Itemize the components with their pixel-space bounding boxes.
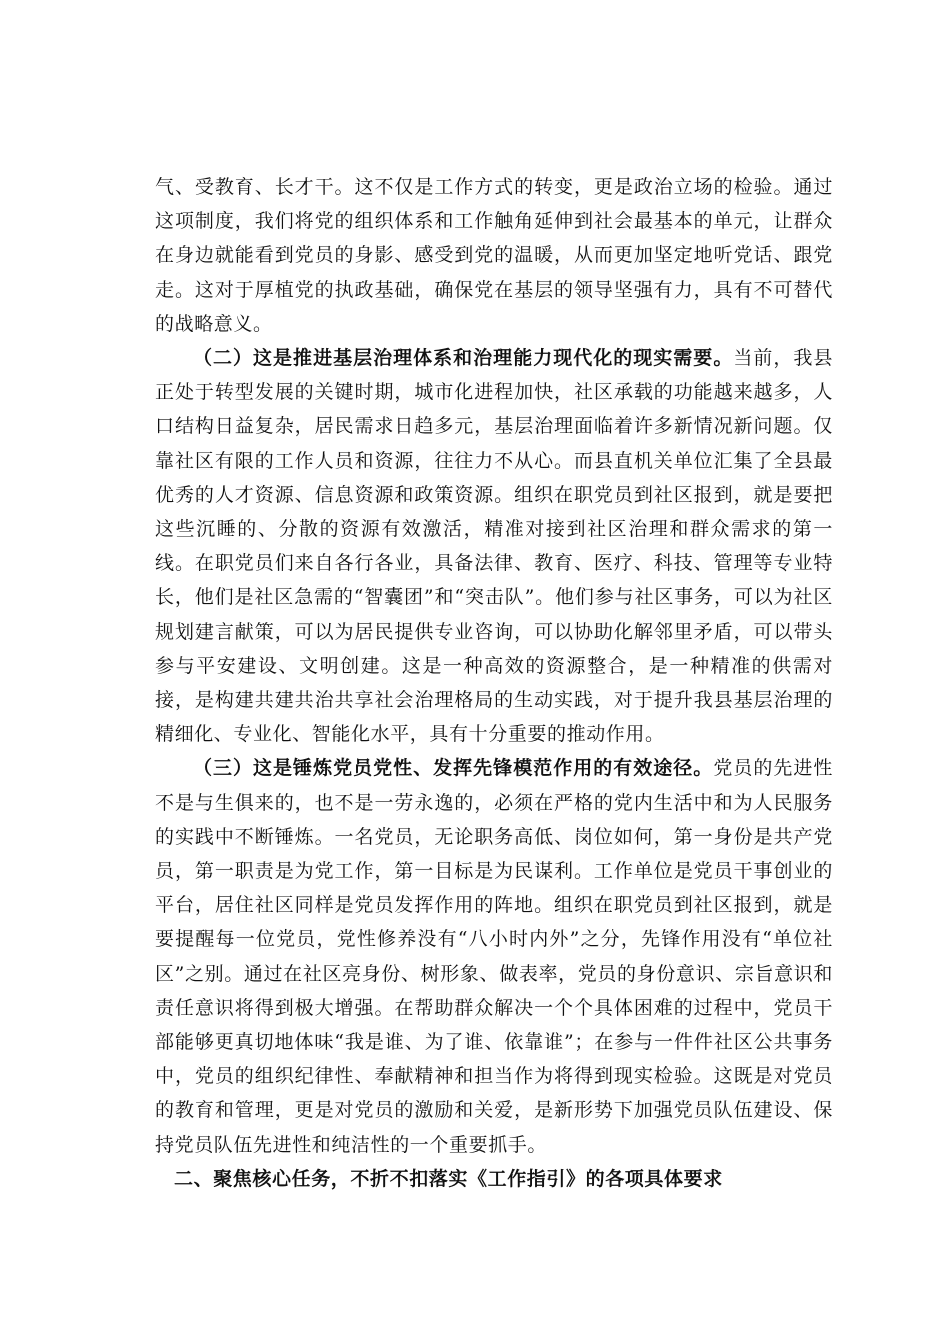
paragraph-section-2 [155, 341, 833, 751]
document-body [155, 170, 833, 1196]
section-2-lead: （二）这是推进基层治理体系和治理能力现代化的现实需要。 [193, 347, 734, 370]
section-3-lead: （三）这是锤炼党员党性、发挥先锋模范作用的有效途径。 [193, 757, 714, 780]
section-3-body: 党员的先进性不是与生俱来的，也不是一劳永逸的，必须在严格的党内生活中和为人民服务的实践中不断锤炼。一名党员，无论职务高低、岗位如何，第一身份是共产党员，第一职责是为党工作，第一目标是为民谋利。工作单位是党员干事创业的平台，居住社区同样是党员发挥作用的阵地。组织在职党员到社区报到，就是要提醒每一位党员，党性修养没有“八小时内外”之分，先锋作用没有“单位社区”之别。通过在社区亮身份、树形象、做表率，党员的身份意识、宗旨意识和责任意识将得到极大增强。在帮助群众解决一个个具体困难的过程中，党员干部能够更真切地体味“我是谁、为了谁、依靠谁”；在参与一件件社区公共事务中，党员的组织纪律性、奉献精神和担当作为将得到现实检验。这既是对党员的教育和管理，更是对党员的激励和关爱，是新形势下加强党员队伍建设、保持党员队伍先进性和纯洁性的一个重要抓手。 [155, 757, 833, 1156]
paragraph-section-3 [155, 751, 833, 1161]
section-2-body: 当前，我县正处于转型发展的关键时期，城市化进程加快，社区承载的功能越来越多，人口结构日益复杂，居民需求日趋多元，基层治理面临着许多新情况新问题。仅靠社区有限的工作人员和资源，往往力不从心。而县直机关单位汇集了全县最优秀的人才资源、信息资源和政策资源。组织在职党员到社区报到，就是要把这些沉睡的、分散的资源有效激活，精准对接到社区治理和群众需求的第一线。在职党员们来自各行各业，具备法律、教育、医疗、科技、管理等专业特长，他们是社区急需的“智囊团”和“突击队”。他们参与社区事务，可以为社区规划建言献策，可以为居民提供专业咨询，可以协助化解邻里矛盾，可以带头参与平安建设、文明创建。这是一种高效的资源整合，是一种精准的供需对接，是构建共建共治共享社会治理格局的生动实践，对于提升我县基层治理的精细化、专业化、智能化水平，具有十分重要的推动作用。 [155, 347, 833, 746]
section-heading-2: 二、聚焦核心任务，不折不扣落实《工作指引》的各项具体要求 [174, 1167, 723, 1190]
paragraph-continuation: 气、受教育、长才干。这不仅是工作方式的转变，更是政治立场的检验。通过这项制度，我们将党的组织体系和工作触角延伸到社会最基本的单元，让群众在身边就能看到党员的身影、感受到党的温暖，从而更加坚定地听党话、跟党走。这对于厚植党的执政基础，确保党在基层的领导坚强有力，具有不可替代的战略意义。 [155, 176, 833, 335]
